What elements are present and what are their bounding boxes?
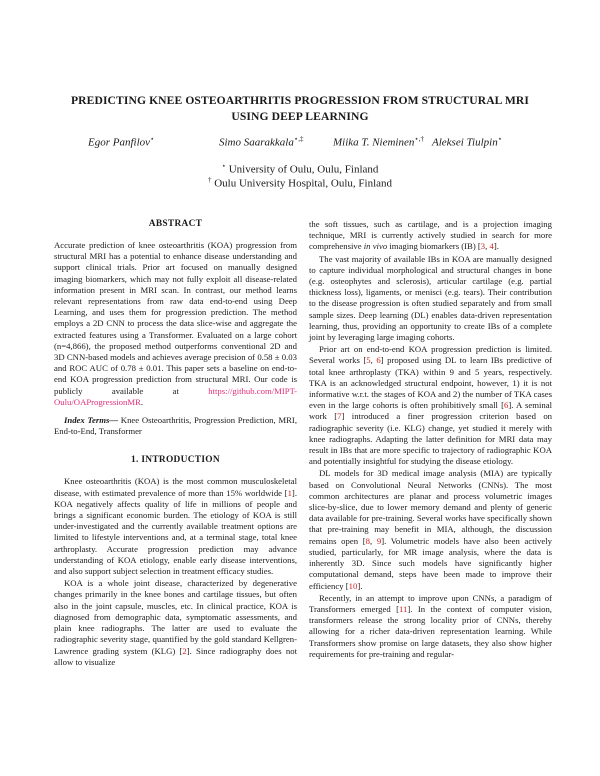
author-list: [0, 135, 600, 151]
intro-paragraph-7: Recently, in an attempt to improve upon CNNs, a paradigm of Transformers emerged [11]. In the context of computer vision, transformers release the strong locality prior of CNNs, thereby allowing for a richer data-driven representation learning. While Transformers show promise on large datasets, they also show higher requirements for pre-training and regular-: [309, 592, 552, 659]
right-column: [309, 219, 552, 660]
paper-title: PREDICTING KNEE OSTEOARTHRITIS PROGRESSION FROM STRUCTURAL MRI USING DEEP LEARNING: [70, 94, 530, 123]
author-4: Aleksei Tiulpin⋆: [432, 135, 503, 149]
citation-link[interactable]: 10: [348, 580, 358, 591]
intro-paragraph-4: The vast majority of available IBs in KOA are manually designed to capture individual morphological and structural changes in bone (e.g. osteophytes and sclerosis), articular cartilage (e.g. partial thickness loss), ligaments, or menisci (e.g. tears). Their contribution to the disease progression is often studied separately and from small sample sizes. Deep learning (DL) enables data-driven representation learning, thus, providing an opportunity to create IBs of a complete joint by leveraging large imaging cohorts.: [309, 253, 552, 343]
intro-paragraph-6: DL models for 3D medical image analysis (MIA) are typically based on Convolutional Neural Networks (CNNs). The most common architectures are planar and process volumetric images slice-by-slice, due to lower memory demand and plenty of generic data available for pre-training. Several works have specifically shown that pre-training may benefit in MIA, although, the discussion remains open [8, 9]. Volumetric models have also been actively studied, particularly, for MR image analysis, where the data is inherently 3D. Since such models have significantly higher computational demand, steps have been made to improve their efficiency [10].: [309, 468, 552, 591]
left-column: [54, 219, 297, 668]
citation-link[interactable]: 5: [366, 355, 371, 366]
introduction-heading: 1. INTRODUCTION: [131, 455, 220, 466]
code-link[interactable]: https://github.com/MIPT-Oulu/OAProgressionMR: [54, 385, 297, 407]
author-1: Egor Panfilov⋆: [88, 135, 155, 149]
citation-link[interactable]: 8: [365, 535, 370, 546]
citation-link[interactable]: 4: [489, 241, 494, 252]
citation-link[interactable]: 6: [503, 400, 509, 411]
intro-paragraph-5: Prior art on end-to-end KOA progression prediction is limited. Several works [5, 6] proposed using DL to learn IBs predictive of total knee arthroplasty (TKA) within 9 and 5 years, respectively. TKA is an acknowledged structural endpoint, however, 1) it is not informative w.r.t. the stages of KOA and 2) the number of TKA cases even in the large cohorts is often prohibitively small [6]. A seminal work [7] introduced a finer progression criterion based on radiographic severity (i.e. KLG) change, yet studied it merely with knee radiographs. Adapting the latter definition for MRI data may result in IBs that are more specific to trajectory of radiographic KOA and potentially insightful for studying the disease etiology.: [309, 344, 553, 467]
intro-paragraph-1: Knee osteoarthritis (KOA) is the most common musculoskeletal disease, with estimated prevalence of more than 15% worldwide [1]. KOA negatively affects quality of life in millions of people and brings a significant economic burden. The etiology of KOA is still under-investigated and the currently available treatment options are limited to lifestyle interventions and, at a terminal stage, total knee arthroplasty. Accurate progression prediction may advance understanding of KOA etiology, enable early disease interventions, and also support subject selection in treatment efficacy studies.: [54, 476, 297, 577]
citation-link[interactable]: 7: [337, 411, 342, 422]
affiliation-2: † Oulu University Hospital, Oulu, Finland: [207, 176, 393, 190]
citation-link[interactable]: 11: [399, 603, 408, 614]
affiliation-1: ⋆ University of Oulu, Oulu, Finland: [221, 162, 379, 176]
citation-link[interactable]: 9: [376, 535, 382, 546]
citation-link[interactable]: 3: [480, 241, 486, 252]
author-3: Miika T. Nieminen⋆,†: [333, 135, 425, 149]
index-terms-label: Index Terms—: [64, 415, 119, 426]
index-terms: Index Terms— Knee Osteoarthritis, Progression Prediction, MRI, End-to-End, Transformer: [54, 415, 298, 437]
citation-link[interactable]: 6: [376, 355, 381, 366]
abstract-heading: ABSTRACT: [148, 219, 203, 229]
intro-paragraph-2: KOA is a whole joint disease, characterized by degenerative changes primarily in the knee bones and cartilage tissues, but often also in the joint capsule, muscles, etc. In clinical practice, KOA is diagnosed from demographic data, symptomatic assessments, and plain knee radiographs. The latter are used to evaluate the radiographic severity stage, quantified by the gold standard Kellgren-Lawrence grading system (KLG) [2]. Since radiography does not allow to visualize: [54, 578, 297, 667]
intro-paragraph-3: the soft tissues, such as cartilage, and is a projection imaging technique, MRI is currently actively studied in search for more comprehensive in vivo imaging biomarkers (IB) [3, 4].: [309, 219, 552, 252]
abstract-text: Accurate prediction of knee osteoarthritis (KOA) progression from structural MRI has a potential to enhance disease understanding and support clinical trials. Prior art focused on manually designed imaging biomarkers, which may not fully exploit all disease-related information present in MRI scan. In contrast, our method learns relevant representations from raw data end-to-end using Deep Learning, and uses them for progression prediction. The method employs a 2D CNN to process the data slice-wise and aggregate the extracted features using a Transformer. Evaluated on a large cohort (n=4,866), the proposed method outperforms conventional 2D and 3D CNN-based models and achieves average precision of 0.58 ± 0.03 and ROC AUC of 0.78 ± 0.01. This paper sets a baseline on end-to-end KOA progression prediction from structural MRI. Our code is publicly available at https://github.com/MIPT-Oulu/OAProgressionMR.: [54, 240, 297, 407]
citation-link[interactable]: 2: [182, 645, 187, 656]
citation-link[interactable]: 1: [287, 487, 292, 498]
author-2: Simo Saarakkala⋆,‡: [219, 135, 304, 149]
